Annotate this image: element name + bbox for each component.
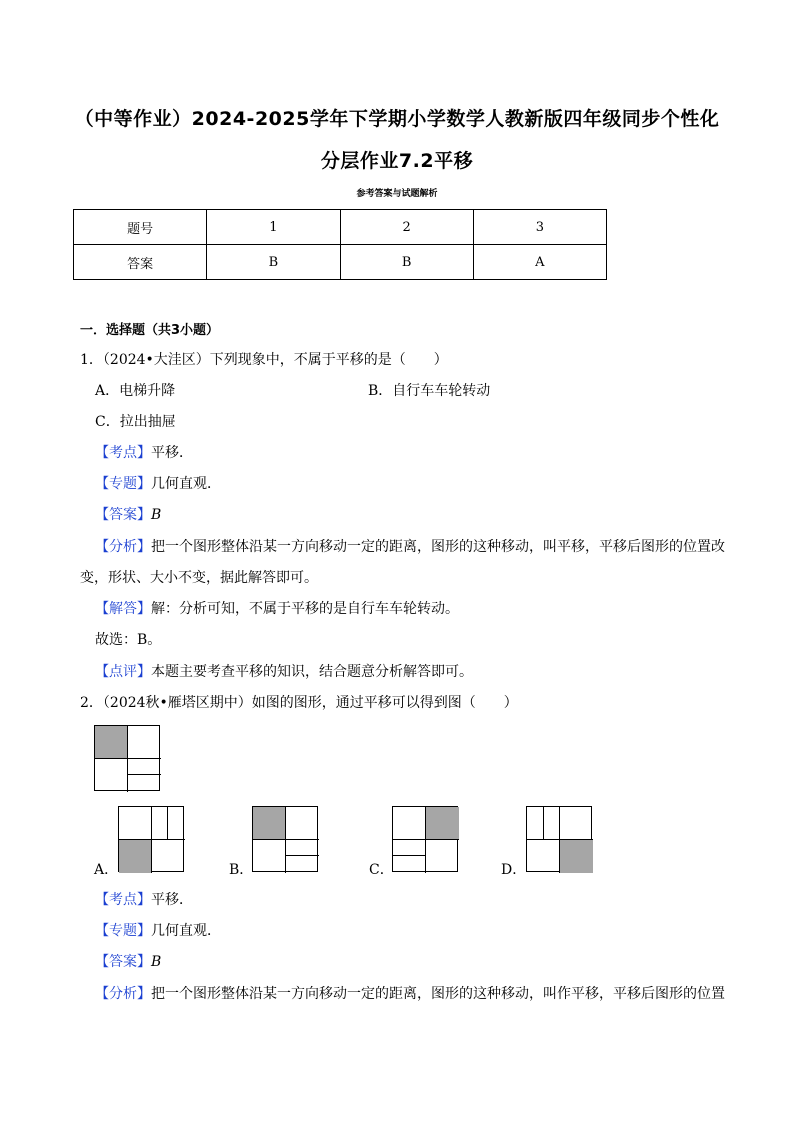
q2-label-d: D． xyxy=(501,862,527,878)
zhuanti-text: 几何直观． xyxy=(151,476,221,492)
dianping-text: 本题主要考查平移的知识，结合题意分析解答即可。 xyxy=(151,664,473,680)
figure-line xyxy=(253,839,319,840)
shaded-square xyxy=(426,807,459,840)
table-cell: A xyxy=(473,245,606,280)
shaded-square xyxy=(119,840,152,873)
answer-table xyxy=(73,209,607,280)
kaodian-tag: 【考点】 xyxy=(95,445,151,461)
kaodian-tag: 【考点】 xyxy=(95,892,151,908)
kaodian-text: 平移． xyxy=(151,892,193,908)
q1-daan xyxy=(95,504,161,524)
shaded-square xyxy=(95,726,128,759)
figure-line xyxy=(127,726,128,792)
dianping-tag: 【点评】 xyxy=(95,664,151,680)
q1-option-b: B．自行车车轮转动 xyxy=(368,383,491,399)
q2-option-a-figure xyxy=(118,806,184,872)
fenxi-text: 把一个图形整体沿某一方向移动一定的距离，图形的这种移动，叫平移，平移后图形的位置改 xyxy=(151,539,725,555)
figure-line xyxy=(167,807,168,840)
jieda-tag: 【解答】 xyxy=(95,601,151,617)
zhuanti-text: 几何直观． xyxy=(151,923,221,939)
answer-table-answer-row xyxy=(74,245,607,280)
daan-text: B xyxy=(151,954,162,970)
q2-option-d-figure xyxy=(526,806,592,872)
daan-tag: 【答案】 xyxy=(95,954,151,970)
q1-stem: 1．（2024•大洼区）下列现象中，不属于平移的是（ ） xyxy=(80,352,448,368)
figure-line xyxy=(425,807,426,873)
zhuanti-tag: 【专题】 xyxy=(95,923,151,939)
zhuanti-tag: 【专题】 xyxy=(95,476,151,492)
q1-option-c: C．拉出抽屉 xyxy=(95,414,176,430)
figure-line xyxy=(393,839,459,840)
q2-original-figure xyxy=(94,725,160,791)
q1-kaodian xyxy=(95,442,193,462)
table-cell: B xyxy=(340,245,473,280)
q2-fenxi xyxy=(95,983,725,1003)
figure-line xyxy=(119,839,185,840)
q1-jieda xyxy=(95,598,459,618)
shaded-square xyxy=(560,840,593,873)
q2-kaodian xyxy=(95,889,193,909)
subtitle: 参考答案与试题解析 xyxy=(356,189,438,199)
daan-text: B xyxy=(151,507,162,523)
q2-stem: 2．（2024秋•雁塔区期中）如图的图形，通过平移可以得到图（ ） xyxy=(80,695,518,711)
table-cell: 1 xyxy=(207,210,340,245)
figure-line xyxy=(527,839,593,840)
figure-line xyxy=(95,758,161,759)
q1-fenxi-cont: 变，形状、大小不变，据此解答即可。 xyxy=(80,570,318,586)
jieda-text: 解：分析可知，不属于平移的是自行车车轮转动。 xyxy=(151,601,459,617)
figure-line xyxy=(151,807,152,873)
fenxi-tag: 【分析】 xyxy=(95,986,151,1002)
table-cell: 答案 xyxy=(74,245,207,280)
table-cell: 2 xyxy=(340,210,473,245)
page-title: （中等作业）2024-2025学年下学期小学数学人教新版四年级同步个性化 xyxy=(74,108,720,130)
q1-dianping xyxy=(95,661,473,681)
q2-label-c: C． xyxy=(369,862,394,878)
kaodian-text: 平移． xyxy=(151,445,193,461)
q2-daan xyxy=(95,951,161,971)
figure-line xyxy=(559,807,560,873)
table-cell: 3 xyxy=(473,210,606,245)
q1-option-a: A．电梯升降 xyxy=(95,383,176,399)
q2-option-c-figure xyxy=(392,806,458,872)
table-cell: B xyxy=(207,245,340,280)
figure-line xyxy=(543,807,544,840)
figure-line xyxy=(393,855,426,856)
shaded-square xyxy=(253,807,286,840)
figure-line xyxy=(285,807,286,873)
section-title: 一．选择题（共3小题） xyxy=(80,323,220,338)
q2-option-b-figure xyxy=(252,806,318,872)
q2-label-b: B． xyxy=(229,862,254,878)
q1-fenxi xyxy=(95,536,725,556)
figure-line xyxy=(127,774,161,775)
fenxi-text: 把一个图形整体沿某一方向移动一定的距离，图形的这种移动，叫作平移，平移后图形的位置 xyxy=(151,986,725,1002)
q2-zhuanti xyxy=(95,920,221,940)
q2-label-a: A． xyxy=(94,862,119,878)
daan-tag: 【答案】 xyxy=(95,507,151,523)
q1-zhuanti xyxy=(95,473,221,493)
q1-guxuan: 故选：B。 xyxy=(95,632,162,648)
fenxi-tag: 【分析】 xyxy=(95,539,151,555)
table-cell: 题号 xyxy=(74,210,207,245)
figure-line xyxy=(285,855,319,856)
answer-table-header-row xyxy=(74,210,607,245)
page-title-line2: 分层作业7.2平移 xyxy=(320,150,474,172)
